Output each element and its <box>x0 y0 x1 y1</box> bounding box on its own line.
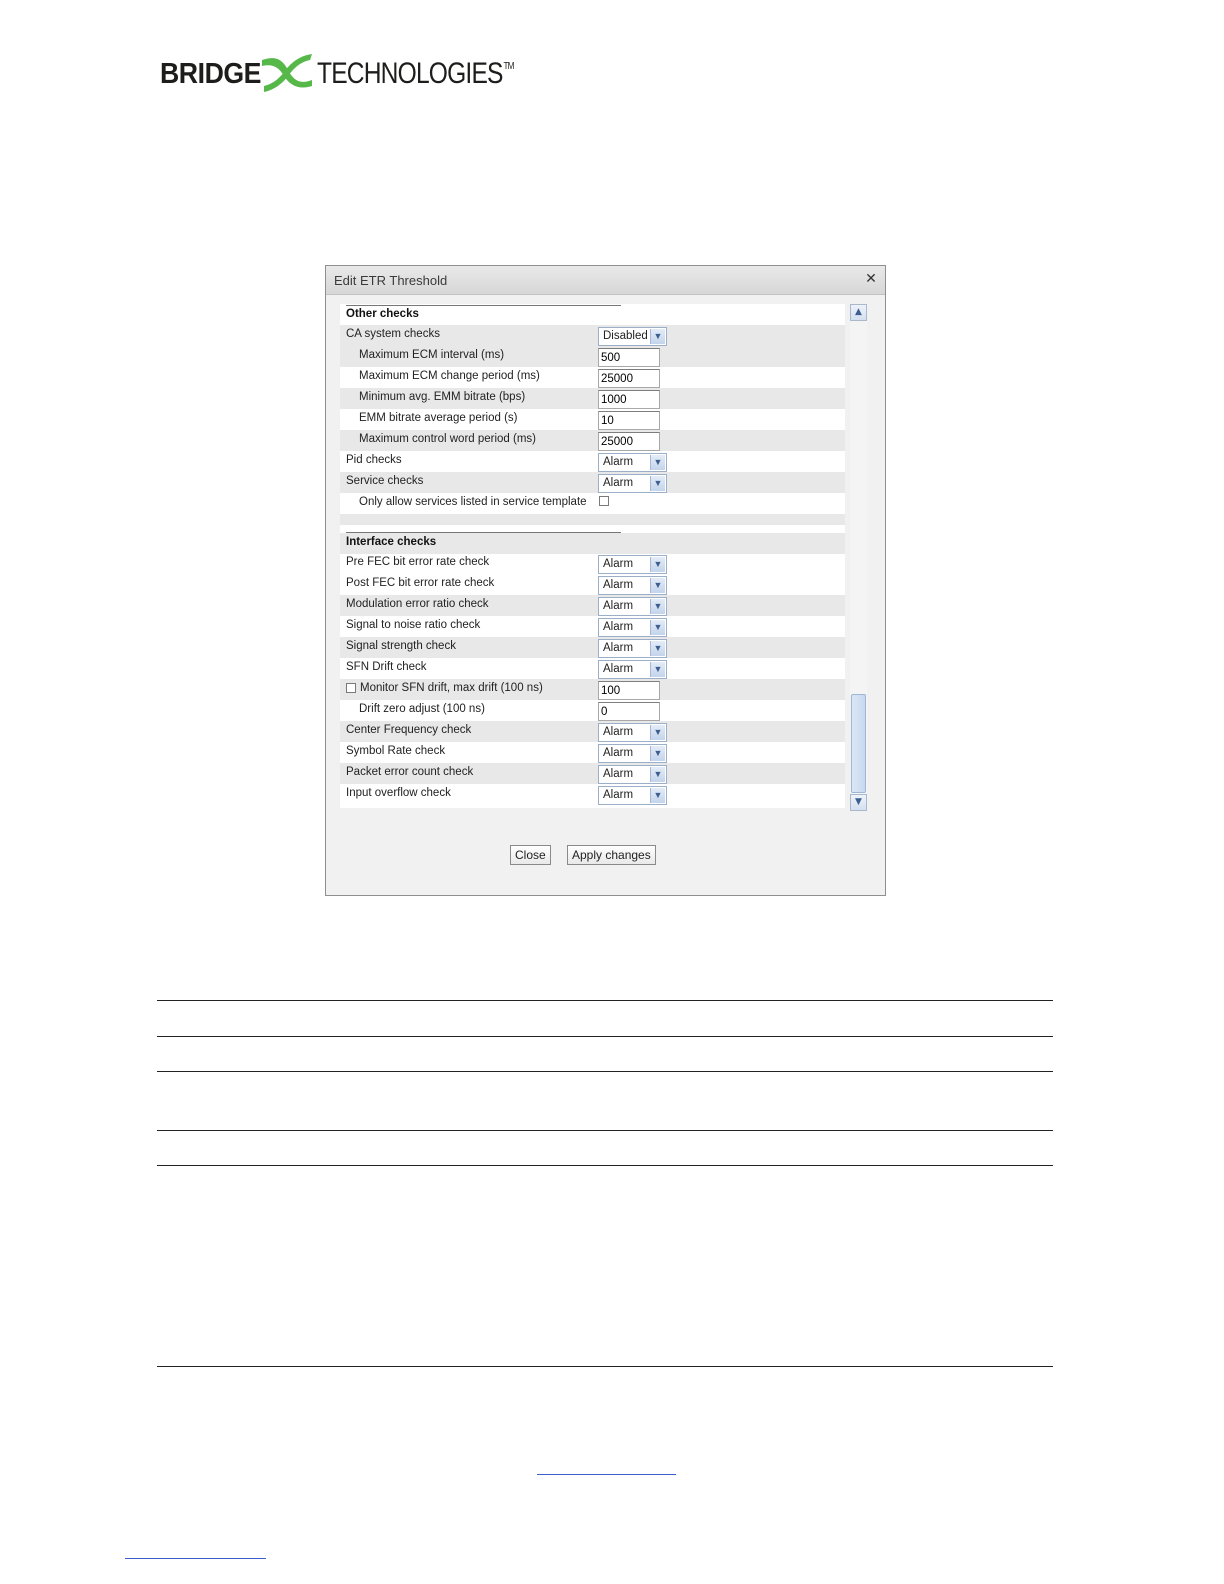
logo-mark-icon <box>260 50 314 94</box>
select-value: Disabled <box>603 330 648 342</box>
chevron-down-icon[interactable]: ▼ <box>650 599 665 614</box>
row-service-checks <box>340 472 845 493</box>
threshold-form <box>340 304 845 808</box>
logo-brand-left: BRIDGE <box>160 58 262 90</box>
row-label: Maximum ECM interval (ms) <box>359 349 505 361</box>
input-overflow-select[interactable] <box>598 786 667 805</box>
row-spacer <box>340 514 845 525</box>
scroll-down-icon[interactable]: ▼ <box>850 794 867 811</box>
close-icon[interactable]: ✕ <box>865 271 877 287</box>
apply-changes-button[interactable]: Apply changes <box>567 845 656 865</box>
row-center-frequency <box>340 721 845 742</box>
row-label: Packet error count check <box>346 766 474 778</box>
row-label: Minimum avg. EMM bitrate (bps) <box>359 391 526 403</box>
table-rule <box>157 1130 1053 1131</box>
row-label: Maximum ECM change period (ms) <box>359 370 540 382</box>
select-value: Alarm <box>603 621 634 633</box>
sfn-drift-select[interactable] <box>598 660 667 679</box>
row-max-cw-period <box>340 430 845 451</box>
select-value: Alarm <box>603 477 634 489</box>
row-emm-avg-period <box>340 409 845 430</box>
table-rule <box>157 1165 1053 1166</box>
row-label: Signal to noise ratio check <box>346 619 481 631</box>
row-only-allow-services <box>340 493 845 514</box>
row-label: Signal strength check <box>346 640 456 652</box>
row-max-ecm-change <box>340 367 845 388</box>
row-drift-zero-adjust <box>340 700 845 721</box>
table-rule <box>157 1071 1053 1072</box>
vertical-scrollbar[interactable] <box>850 304 867 811</box>
dialog-title: Edit ETR Threshold <box>334 273 448 288</box>
select-value: Alarm <box>603 768 634 780</box>
chevron-down-icon[interactable]: ▼ <box>650 641 665 656</box>
dialog-titlebar[interactable] <box>326 266 885 295</box>
bridge-technologies-logo <box>160 48 514 98</box>
table-rule <box>157 1036 1053 1037</box>
trademark-symbol: TM <box>503 61 514 72</box>
drift-zero-adjust-input[interactable] <box>598 702 660 721</box>
chevron-down-icon[interactable]: ▼ <box>650 767 665 782</box>
select-value: Alarm <box>603 789 634 801</box>
chevron-down-icon[interactable]: ▼ <box>650 746 665 761</box>
row-label: Only allow services listed in service template <box>359 496 587 508</box>
emm-avg-period-input[interactable] <box>598 411 660 430</box>
edit-etr-threshold-dialog <box>325 265 886 896</box>
scrollbar-thumb[interactable] <box>851 694 866 793</box>
row-min-emm-bitrate <box>340 388 845 409</box>
select-value: Alarm <box>603 600 634 612</box>
footer-link-underline[interactable] <box>537 1474 676 1475</box>
row-signal-strength <box>340 637 845 658</box>
min-emm-bitrate-input[interactable] <box>598 390 660 409</box>
row-label: Drift zero adjust (100 ns) <box>359 703 485 715</box>
chevron-down-icon[interactable]: ▼ <box>650 620 665 635</box>
section-header-interface-checks <box>340 533 845 554</box>
close-button[interactable]: Close <box>510 845 551 865</box>
packet-error-count-select[interactable] <box>598 765 667 784</box>
center-frequency-select[interactable] <box>598 723 667 742</box>
row-pre-fec <box>340 553 845 574</box>
row-packet-error-count <box>340 763 845 784</box>
select-value: Alarm <box>603 747 634 759</box>
snr-select[interactable] <box>598 618 667 637</box>
chevron-down-icon[interactable]: ▼ <box>650 476 665 491</box>
monitor-sfn-drift-checkbox[interactable] <box>346 683 356 693</box>
row-mer <box>340 595 845 616</box>
row-label: Monitor SFN drift, max drift (100 ns) <box>360 682 543 694</box>
signal-strength-select[interactable] <box>598 639 667 658</box>
section-header-other-checks <box>340 305 845 326</box>
logo-brand-right: TECHNOLOGIES™ <box>317 57 514 90</box>
select-value: Alarm <box>603 579 634 591</box>
select-value: Alarm <box>603 456 634 468</box>
max-ecm-interval-input[interactable] <box>598 348 660 367</box>
row-label: Input overflow check <box>346 787 451 799</box>
row-monitor-sfn-drift <box>340 679 845 700</box>
only-allow-services-checkbox[interactable] <box>599 496 609 506</box>
post-fec-select[interactable] <box>598 576 667 595</box>
max-cw-period-input[interactable] <box>598 432 660 451</box>
row-label: Modulation error ratio check <box>346 598 489 610</box>
pre-fec-select[interactable] <box>598 555 667 574</box>
select-value: Alarm <box>603 558 634 570</box>
chevron-down-icon[interactable]: ▼ <box>650 725 665 740</box>
row-post-fec <box>340 574 845 595</box>
chevron-down-icon[interactable]: ▼ <box>650 662 665 677</box>
select-value: Alarm <box>603 663 634 675</box>
row-label: Center Frequency check <box>346 724 472 736</box>
chevron-down-icon[interactable]: ▼ <box>650 455 665 470</box>
row-pid-checks <box>340 451 845 472</box>
select-value: Alarm <box>603 642 634 654</box>
chevron-down-icon[interactable]: ▼ <box>650 329 665 344</box>
mer-select[interactable] <box>598 597 667 616</box>
footer-link-underline[interactable] <box>125 1558 266 1559</box>
pid-checks-select[interactable] <box>598 453 667 472</box>
row-input-overflow <box>340 784 845 805</box>
row-label: EMM bitrate average period (s) <box>359 412 518 424</box>
row-label: Pid checks <box>346 454 402 466</box>
row-symbol-rate <box>340 742 845 763</box>
row-snr <box>340 616 845 637</box>
row-label: SFN Drift check <box>346 661 427 673</box>
monitor-sfn-drift-input[interactable] <box>598 681 660 700</box>
row-label: CA system checks <box>346 328 440 340</box>
row-label: Pre FEC bit error rate check <box>346 556 490 568</box>
chevron-down-icon[interactable]: ▼ <box>650 578 665 593</box>
row-label: Maximum control word period (ms) <box>359 433 537 445</box>
row-label: Post FEC bit error rate check <box>346 577 495 589</box>
row-label: Service checks <box>346 475 424 487</box>
row-sfn-drift <box>340 658 845 679</box>
scroll-up-icon[interactable]: ▲ <box>850 304 867 321</box>
chevron-down-icon[interactable]: ▼ <box>650 788 665 803</box>
select-value: Alarm <box>603 726 634 738</box>
table-rule <box>157 1000 1053 1001</box>
table-rule <box>157 1366 1053 1367</box>
row-max-ecm-interval <box>340 346 845 367</box>
service-checks-select[interactable] <box>598 474 667 493</box>
symbol-rate-select[interactable] <box>598 744 667 763</box>
chevron-down-icon[interactable]: ▼ <box>650 557 665 572</box>
section-title: Other checks <box>346 308 419 320</box>
section-title: Interface checks <box>346 536 437 548</box>
max-ecm-change-input[interactable] <box>598 369 660 388</box>
row-ca-system-checks <box>340 325 845 346</box>
row-label: Symbol Rate check <box>346 745 446 757</box>
ca-system-checks-select[interactable] <box>598 327 667 346</box>
